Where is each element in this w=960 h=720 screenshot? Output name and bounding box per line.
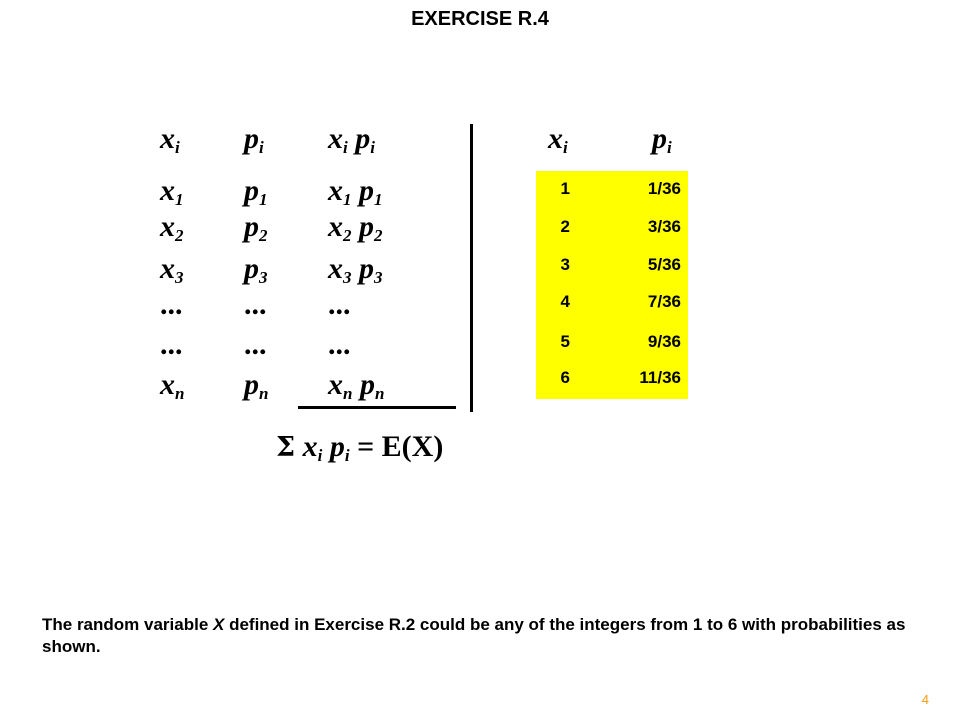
- probability-cell: 1/36: [647, 179, 681, 198]
- right-header-xi: $x_i$: [548, 122, 568, 157]
- slide-title: EXERCISE R.4: [411, 8, 549, 30]
- row-3-xp: $x_3$ $p_3$: [328, 252, 383, 287]
- row-n-xp: $x_n$ $p_n$: [328, 368, 385, 403]
- row-n-p: $p_n$: [244, 368, 269, 403]
- ellipsis-2-x: ...: [160, 328, 183, 361]
- probability-cell: 11/36: [639, 368, 681, 387]
- header-xi: $x_i$: [160, 122, 180, 157]
- ellipsis-2-p: ...: [244, 328, 267, 361]
- table-divider: [470, 124, 473, 412]
- ellipsis-2-xp: ...: [328, 328, 351, 361]
- value-cell: 2: [560, 217, 570, 236]
- row-3-x: $x_3$: [160, 252, 184, 287]
- probability-cell: 5/36: [647, 255, 681, 274]
- value-cell: 4: [560, 292, 570, 311]
- sum-underline: [298, 406, 456, 409]
- expected-value-formula: Σ $x_i$ $p_i = E(X)$: [276, 430, 444, 465]
- row-2-p: $p_2$: [244, 210, 268, 245]
- page-number: 4: [921, 692, 929, 707]
- value-cell: 1: [560, 179, 570, 198]
- row-n-x: $x_n$: [160, 368, 185, 403]
- row-1-x: $x_1$: [160, 174, 184, 209]
- right-header-pi: $p_i$: [652, 122, 672, 157]
- probability-cell: 3/36: [647, 217, 681, 236]
- caption-text: The random variable X defined in Exercise R.2 could be any of the integers from 1 to 6 with probabilities as shown.: [42, 615, 906, 656]
- row-2-xp: $x_2$ $p_2$: [328, 210, 383, 245]
- row-2-x: $x_2$: [160, 210, 184, 245]
- probability-cell: 7/36: [647, 292, 681, 311]
- value-cell: 6: [560, 368, 570, 387]
- header-xipi: $x_i$ $p_i$: [328, 122, 375, 157]
- ellipsis-1-xp: ...: [328, 288, 351, 321]
- value-cell: 5: [560, 332, 570, 351]
- ellipsis-1-p: ...: [244, 288, 267, 321]
- header-pi: $p_i$: [244, 122, 264, 157]
- probability-cell: 9/36: [647, 332, 681, 351]
- row-1-xp: $x_1$ $p_1$: [328, 174, 383, 209]
- row-3-p: $p_3$: [244, 252, 268, 287]
- probability-table: [536, 171, 688, 399]
- value-cell: 3: [560, 255, 570, 274]
- row-1-p: $p_1$: [244, 174, 268, 209]
- ellipsis-1-x: ...: [160, 288, 183, 321]
